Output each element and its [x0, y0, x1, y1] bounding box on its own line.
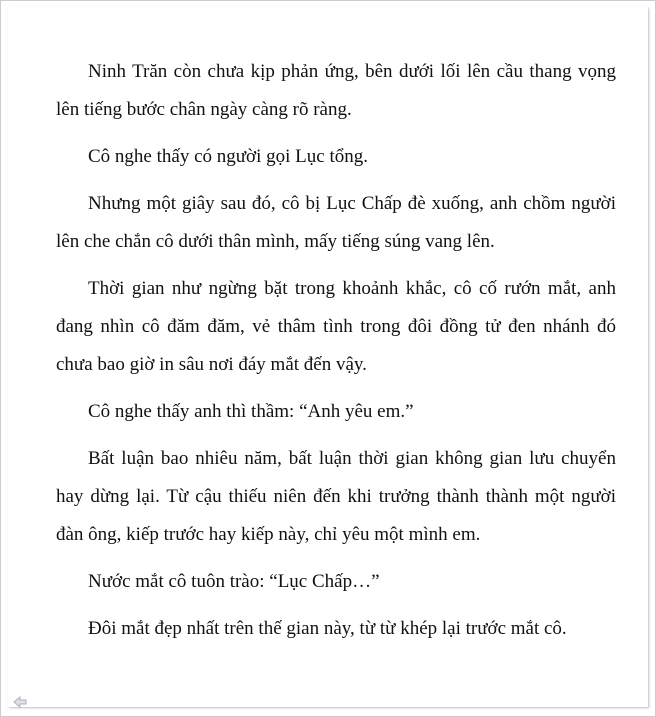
document-page — [8, 7, 648, 707]
paragraph-6: Bất luận bao nhiêu năm, bất luận thời gian không gian lưu chuyển hay dừng lại. Từ cậu thiếu niên đến khi trưởng thành thành một người đàn ông, kiếp trước hay kiếp này, chỉ yêu một mình em. — [56, 448, 616, 545]
paragraph-7: Nước mắt cô tuôn trào: “Lục Chấp…” — [88, 571, 380, 592]
paragraph-8: Đôi mắt đẹp nhất trên thế gian này, từ từ khép lại trước mắt cô. — [88, 618, 567, 639]
paragraph-3: Nhưng một giây sau đó, cô bị Lục Chấp đè xuống, anh chồm người lên che chắn cô dưới thân mình, mấy tiếng súng vang lên. — [56, 193, 616, 252]
left-arrow-icon[interactable] — [13, 696, 27, 708]
paragraph-2: Cô nghe thấy có người gọi Lục tổng. — [88, 146, 368, 167]
paragraph-1: Ninh Trăn còn chưa kịp phản ứng, bên dưới lối lên cầu thang vọng lên tiếng bước chân ngày càng rõ ràng. — [56, 61, 616, 120]
paragraph-5: Cô nghe thấy anh thì thầm: “Anh yêu em.” — [88, 401, 414, 422]
paragraph-4: Thời gian như ngừng bặt trong khoảnh khắc, cô cố rướn mắt, anh đang nhìn cô đăm đăm, vẻ thâm tình trong đôi đồng tử đen nhánh đó chưa bao giờ in sâu nơi đáy mắt đến vậy. — [56, 278, 616, 375]
document-body — [56, 53, 616, 657]
